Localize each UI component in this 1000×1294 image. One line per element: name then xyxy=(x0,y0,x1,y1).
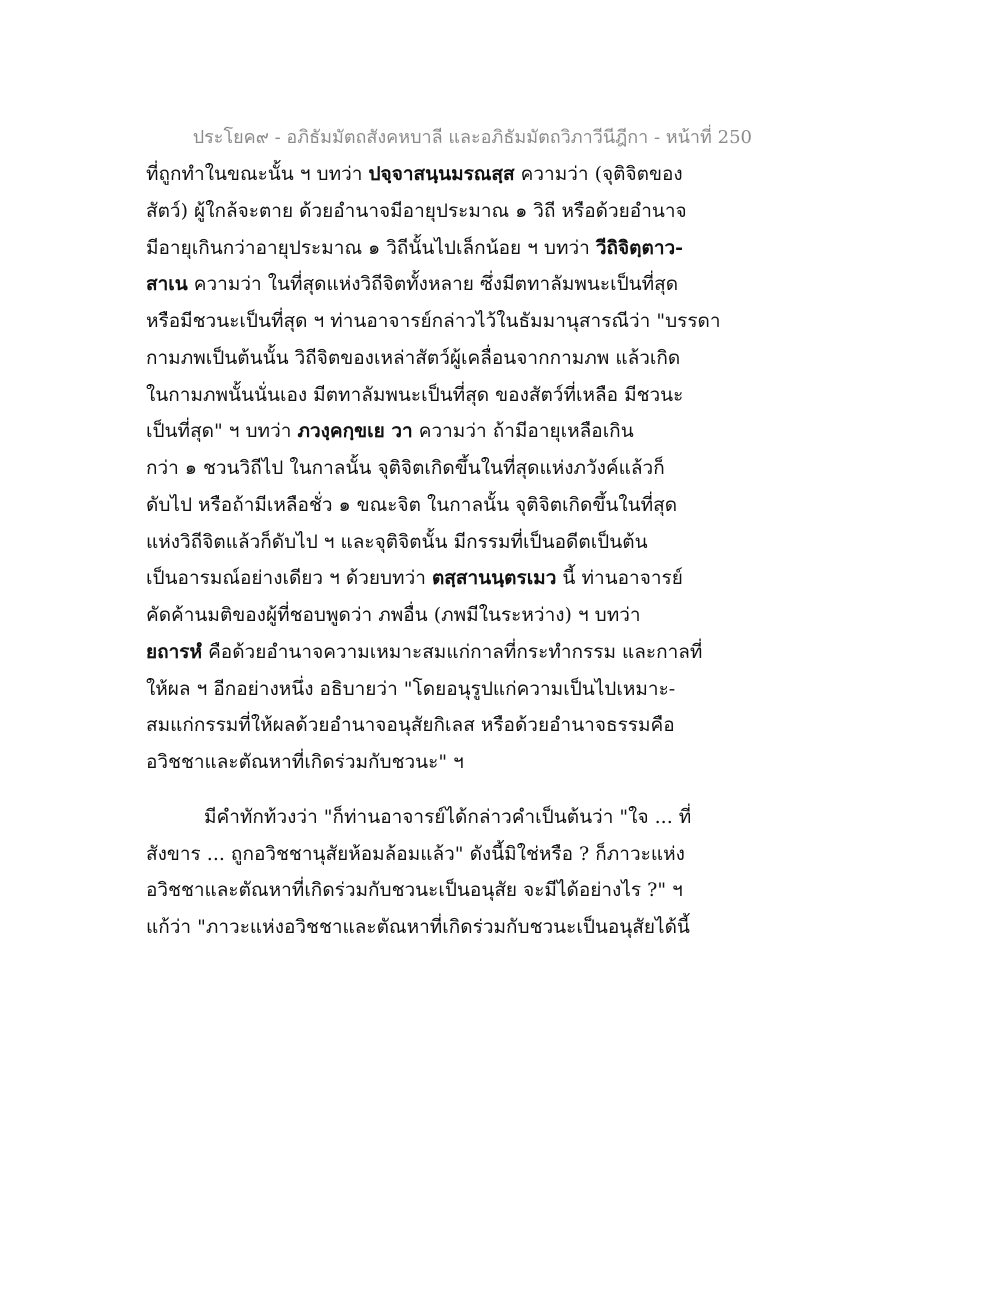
text-line: มีอายุเกินกว่าอายุประมาณ ๑ วิถีนั้นไปเล็กน้อย ฯ บทว่า วีถิจิตฺตาว- xyxy=(146,236,684,259)
text-line: คัดค้านมติของผู้ที่ชอบพูดว่า ภพอื่น (ภพมีในระหว่าง) ฯ บทว่า xyxy=(146,604,641,626)
text-line: สังขาร ... ถูกอวิชชานุสัยห้อมล้อมแล้ว" ดังนี้มิใช่หรือ ? ก็ภาวะแห่ง xyxy=(146,842,685,865)
text-line: ดับไป หรือถ้ามีเหลือชั่ว ๑ ขณะจิต ในกาลนั้น จุติจิตเกิดขึ้นในที่สุด xyxy=(146,493,678,516)
text-line: สมแก่กรรมที่ให้ผลด้วยอำนาจอนุสัยกิเลส หรือด้วยอำนาจธรรมคือ xyxy=(146,714,675,737)
text-line: ในกามภพนั้นนั่นเอง มีตทาลัมพนะเป็นที่สุด ของสัตว์ที่เหลือ มีชวนะ xyxy=(146,383,684,406)
text-line: แห่งวิถีจิตแล้วก็ดับไป ฯ และจุติจิตนั้น มีกรรมที่เป็นอดีตเป็นต้น xyxy=(146,530,648,553)
text-line: อวิชชาและตัณหาที่เกิดร่วมกับชวนะ" ฯ xyxy=(146,751,464,773)
text-line: สาเน ความว่า ในที่สุดแห่งวิถีจิตทั้งหลาย ซึ่งมีตทาลัมพนะเป็นที่สุด xyxy=(146,273,679,296)
text-line: ที่ถูกทำในขณะนั้น ฯ บทว่า ปจฺจาสนฺนมรณสฺส ความว่า (จุติจิตของ xyxy=(146,163,683,185)
text-line: เป็นที่สุด" ฯ บทว่า ภวงฺคกฺขเย วา ความว่า ถ้ามีอายุเหลือเกิน xyxy=(146,420,634,443)
page-header: ประโยค๙ - อภิธัมมัตถสังคหบาลี และอภิธัมมัตถวิภาวีนีฎีกา - หน้าที่ 250 xyxy=(192,127,752,148)
text-line: ให้ผล ฯ อีกอย่างหนึ่ง อธิบายว่า "โดยอนุรูปแก่ความเป็นไปเหมาะ- xyxy=(146,677,676,700)
document-body xyxy=(146,156,866,946)
text-line: หรือมีชวนะเป็นที่สุด ฯ ท่านอาจารย์กล่าวไว้ในธัมมานุสารณีว่า "บรรดา xyxy=(146,310,721,332)
text-line: อวิชชาและตัณหาที่เกิดร่วมกับชวนะเป็นอนุสัย จะมีได้อย่างไร ?" ฯ xyxy=(146,879,683,902)
text-line: กว่า ๑ ชวนวิถีไป ในกาลนั้น จุติจิตเกิดขึ้นในที่สุดแห่งภวังค์แล้วก็ xyxy=(146,457,665,479)
text-line: กามภพเป็นต้นนั้น วิถีจิตของเหล่าสัตว์ผู้เคลื่อนจากกามภพ แล้วเกิด xyxy=(146,346,681,369)
text-line: มีคำทักท้วงว่า "ก็ท่านอาจารย์ได้กล่าวคำเป็นต้นว่า "ใจ ... ที่ xyxy=(204,805,692,828)
text-line: ยถารหํ คือด้วยอำนาจความเหมาะสมแก่กาลที่กระทำกรรม และกาลที่ xyxy=(146,640,703,663)
text-line: แก้ว่า "ภาวะแห่งอวิชชาและตัณหาที่เกิดร่วมกับชวนะเป็นอนุสัยได้นี้ xyxy=(146,916,690,938)
text-line: สัตว์) ผู้ใกล้จะตาย ด้วยอำนาจมีอายุประมาณ ๑ วิถี หรือด้วยอำนาจ xyxy=(146,199,687,222)
text-line: เป็นอารมณ์อย่างเดียว ฯ ด้วยบทว่า ตสฺสานนฺตรเมว นี้ ท่านอาจารย์ xyxy=(146,567,683,590)
